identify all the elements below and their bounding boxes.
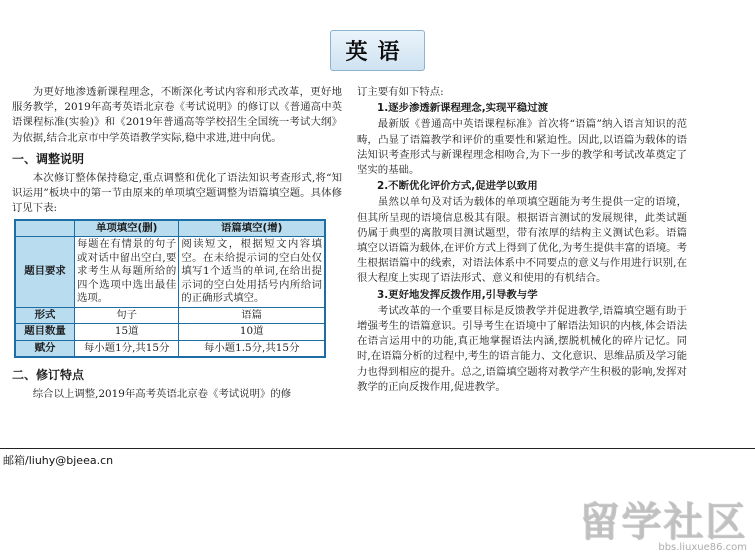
features-paragraph: 综合以上调整,2019年高考英语北京卷《考试说明》的修 xyxy=(32,388,292,401)
section-title-adjustment: 一、调整说明 xyxy=(12,151,85,166)
comparison-table xyxy=(14,219,326,359)
continuation-text: 订主要有如下特点: xyxy=(357,86,444,98)
row-label: 题目要求 xyxy=(15,237,75,308)
title-banner xyxy=(0,30,755,71)
paragraph-3: 考试改革的一个重要目标是反馈教学并促进教学,语篇填空题有助于增强考生的语篇意识。引导考生在语境中了解语法知识的内核,体会语法在语言运用中的功能,真正地掌握语法内涵,摆脱机械化的碎片记忆。同时,在语篇分析的过程中,考生的语言能力、文化意识、思维品质及学习能力也得到相应的提升。总之,语篇填空题将对教学产生积极的影响,发挥对教学的正向反拨作用,促进教学。 xyxy=(357,304,687,393)
table-row xyxy=(15,324,325,341)
table-cell: 句子 xyxy=(75,307,179,324)
table-cell: 阅读短文，根据短文内容填空。在未给提示词的空白处仅填写1个适当的单词,在给出提示词的空白处用括号内所给词的正确形式填空。 xyxy=(179,237,325,308)
title-box xyxy=(330,30,424,71)
intro-paragraph: 为更好地渗透新课程理念，不断深化考试内容和形式改革，更好地服务教学，2019年高考英语北京卷《考试说明》的修订以《普通高中英语课程标准(实验)》和《2019年普通高等学校招生全国统一考试大纲》为依据,结合北京市中学英语教学实际,稳中求进,进中向优。 xyxy=(12,86,342,144)
table-cell: 每小题1.5分,共15分 xyxy=(179,340,325,357)
table-header-removed: 单项填空(删) xyxy=(75,220,179,237)
right-column xyxy=(357,85,687,395)
table-cell: 15道 xyxy=(75,324,179,341)
watermark-logo: 留学社区 xyxy=(579,499,747,545)
subheading-1: 1.逐步渗透新课程理念,实现平稳过渡 xyxy=(377,102,548,115)
table-corner-cell xyxy=(15,220,75,237)
table-cell: 每小题1分,共15分 xyxy=(75,340,179,357)
row-label: 赋分 xyxy=(15,340,75,357)
table-row xyxy=(15,237,325,308)
table-cell: 语篇 xyxy=(179,307,325,324)
site-watermark xyxy=(579,500,747,553)
footer-email: 邮箱/liuhy@bjeea.cn xyxy=(3,454,114,467)
table-cell: 每题在有情景的句子或对话中留出空白,要求考生从每题所给的四个选项中选出最佳选项。 xyxy=(75,237,179,308)
table-header-row xyxy=(15,220,325,237)
page-title: 英语 xyxy=(345,40,410,65)
table-row xyxy=(15,340,325,357)
paragraph-1: 最新版《普通高中英语课程标准》首次将“语篇”纳入语言知识的范畴，凸显了语篇教学和评价的重要性和紧迫性。因此,以语篇为载体的语法知识考查形式与新课程理念相吻合,为下一步的教学和考试改革奠定了坚实的基础。 xyxy=(357,118,687,177)
footer-divider xyxy=(0,448,755,449)
section-title-features: 二、修订特点 xyxy=(12,368,85,383)
watermark-url: bbs.liuxue86.com xyxy=(658,542,747,553)
subheading-3: 3.更好地发挥反拨作用,引导教与学 xyxy=(377,288,538,301)
paragraph-2: 虽然以单句及对话为载体的单项填空题能为考生提供一定的语境，但其所呈现的语境信息极其有限。根据语言测试的发展规律，此类试题仍属于典型的离散项目测试题型，带有浓厚的结构主义测试色彩。语篇填空以语篇为载体,在评价方式上得到了优化,为考生提供丰富的语境。考生根据语篇中的线索，对语法体系中不同要点的意义与作用进行识别,在很大程度上实现了语法形式、意义和使用的有机结合。 xyxy=(357,196,687,285)
adjustment-paragraph: 本次修订整体保持稳定,重点调整和优化了语法知识考查形式,将“知识运用”板块中的第一节由原来的单项填空题调整为语篇填空题。具体修订见下表: xyxy=(12,172,342,215)
subheading-2: 2.不断优化评价方式,促进学以致用 xyxy=(377,180,538,193)
left-column xyxy=(12,85,342,403)
row-label: 题目数量 xyxy=(15,324,75,341)
table-header-added: 语篇填空(增) xyxy=(179,220,325,237)
row-label: 形式 xyxy=(15,307,75,324)
table-row xyxy=(15,307,325,324)
table-cell: 10道 xyxy=(179,324,325,341)
